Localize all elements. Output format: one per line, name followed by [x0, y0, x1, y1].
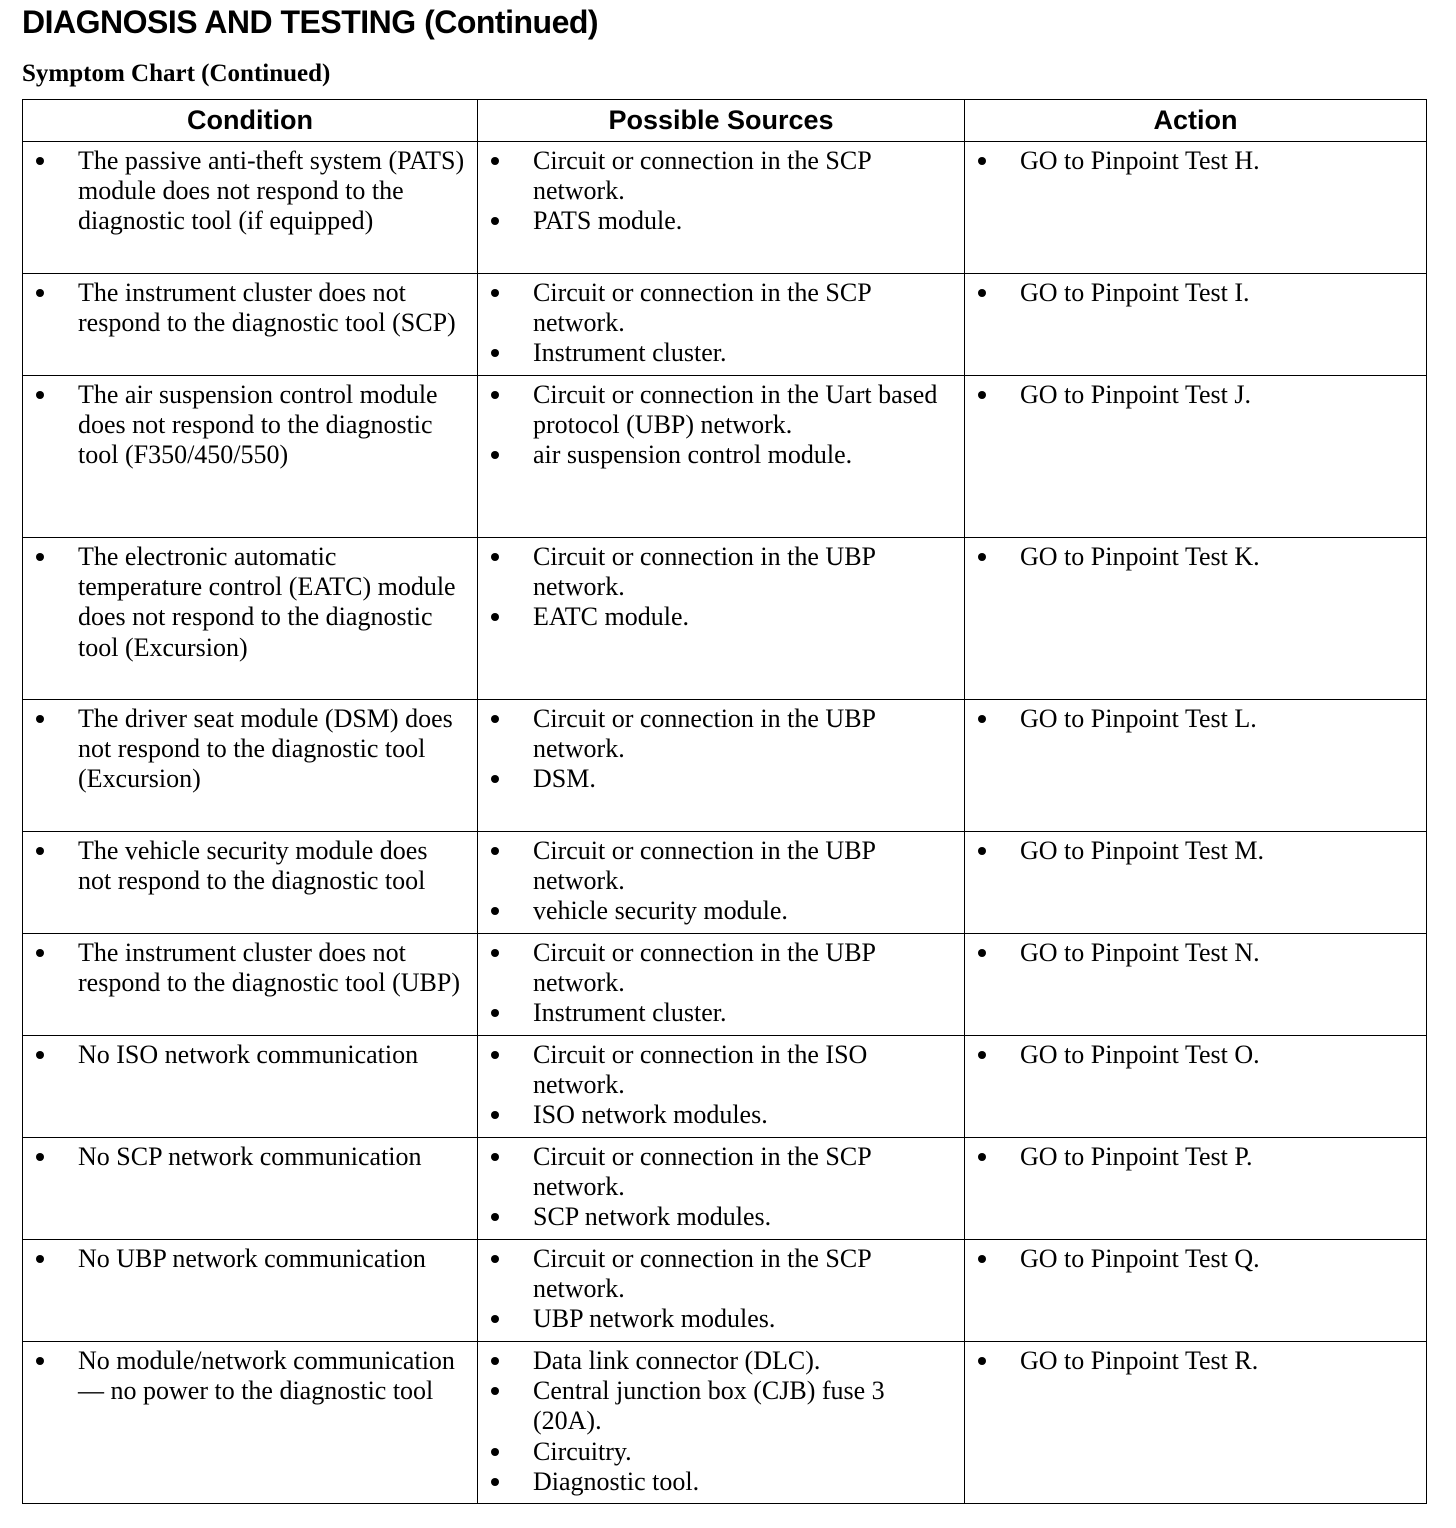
action-item [975, 542, 1416, 572]
source-text: air suspension control module. [533, 440, 853, 470]
bullet-icon [36, 289, 44, 297]
source-item [488, 836, 954, 896]
source-text: Central junction box (CJB) fuse 3 (20A). [533, 1376, 885, 1436]
bullet-icon [978, 553, 986, 561]
table-row [23, 376, 1427, 538]
source-item [488, 1244, 954, 1304]
table-row [23, 142, 1427, 274]
source-text: Data link connector (DLC). [533, 1346, 821, 1375]
action-cell [965, 1342, 1427, 1504]
table-row [23, 700, 1427, 832]
condition-cell [23, 832, 478, 934]
bullet-icon [491, 553, 499, 561]
condition-text: No UBP network communication [78, 1244, 426, 1273]
source-text: Circuit or connection in the SCP network. [533, 1142, 871, 1202]
condition-cell [23, 1342, 478, 1504]
action-cell [965, 1240, 1427, 1342]
action-text: GO to Pinpoint Test I. [1020, 278, 1250, 307]
condition-cell [23, 1240, 478, 1342]
action-item [975, 380, 1416, 410]
source-text: Circuit or connection in the SCP network. [533, 146, 871, 206]
bullet-icon [491, 1315, 499, 1323]
bullet-icon [36, 157, 44, 165]
action-text: GO to Pinpoint Test R. [1020, 1346, 1259, 1375]
table-header-row [23, 100, 1427, 142]
action-text: GO to Pinpoint Test L. [1020, 704, 1257, 733]
condition-text: The driver seat module (DSM) does not respond to the diagnostic tool (Excursion) [78, 704, 453, 794]
condition-item [33, 1142, 467, 1172]
condition-cell [23, 1138, 478, 1240]
bullet-icon [978, 847, 986, 855]
action-item [975, 704, 1416, 734]
source-text: Circuit or connection in the SCP network. [533, 1244, 871, 1304]
symptom-chart-table [22, 99, 1427, 1504]
sources-cell [478, 832, 965, 934]
section-title: DIAGNOSIS AND TESTING (Continued) [22, 4, 599, 40]
action-text: GO to Pinpoint Test Q. [1020, 1244, 1260, 1273]
action-cell [965, 538, 1427, 700]
source-text: vehicle security module. [533, 896, 788, 926]
sources-cell [478, 1240, 965, 1342]
bullet-icon [491, 775, 499, 783]
action-cell [965, 274, 1427, 376]
source-item [488, 764, 954, 794]
source-item [488, 380, 954, 440]
sources-cell [478, 1342, 965, 1504]
action-text: GO to Pinpoint Test N. [1020, 938, 1260, 967]
action-item [975, 938, 1416, 968]
action-text: GO to Pinpoint Test O. [1020, 1040, 1260, 1069]
source-item [488, 338, 954, 368]
source-item [488, 998, 954, 1028]
source-item [488, 206, 954, 236]
action-text: GO to Pinpoint Test H. [1020, 146, 1260, 175]
bullet-icon [491, 715, 499, 723]
condition-item [33, 1244, 467, 1274]
source-text: Circuit or connection in the SCP network. [533, 278, 871, 338]
bullet-icon [491, 1357, 499, 1365]
condition-item [33, 704, 467, 795]
action-cell [965, 1036, 1427, 1138]
condition-text: The electronic automatic temperature control (EATC) module does not respond to the diagnostic tool (Excursion) [78, 542, 456, 662]
bullet-icon [491, 1387, 499, 1395]
table-row [23, 1036, 1427, 1138]
condition-text: The passive anti-theft system (PATS) module does not respond to the diagnostic tool (if equipped) [78, 146, 465, 236]
action-cell [965, 1138, 1427, 1240]
bullet-icon [491, 1213, 499, 1221]
bullet-icon [36, 1255, 44, 1263]
table-row [23, 1342, 1427, 1504]
action-text: GO to Pinpoint Test K. [1020, 542, 1260, 571]
condition-item [33, 1346, 467, 1406]
source-text: Circuit or connection in the Uart based protocol (UBP) network. [533, 380, 938, 440]
table-row [23, 832, 1427, 934]
source-text: Diagnostic tool. [533, 1466, 700, 1496]
condition-item [33, 380, 467, 471]
sources-cell [478, 700, 965, 832]
action-text: GO to Pinpoint Test M. [1020, 836, 1265, 865]
source-text: UBP network modules. [533, 1304, 776, 1334]
source-item [488, 440, 954, 470]
condition-item [33, 542, 467, 663]
bullet-icon [978, 1051, 986, 1059]
bullet-icon [36, 553, 44, 561]
sources-cell [478, 934, 965, 1036]
source-text: Circuit or connection in the UBP network. [533, 704, 876, 764]
source-item [488, 1376, 954, 1436]
bullet-icon [491, 451, 499, 459]
action-text: GO to Pinpoint Test P. [1020, 1142, 1253, 1171]
source-text: Instrument cluster. [533, 338, 727, 368]
source-item [488, 1304, 954, 1334]
bullet-icon [491, 1478, 499, 1486]
bullet-icon [978, 715, 986, 723]
source-item [488, 1142, 954, 1202]
source-text: Circuit or connection in the UBP network. [533, 836, 876, 896]
action-item [975, 836, 1416, 866]
condition-cell [23, 934, 478, 1036]
condition-text: The instrument cluster does not respond to the diagnostic tool (UBP) [78, 938, 461, 998]
source-item [488, 704, 954, 764]
condition-item [33, 278, 467, 338]
bullet-icon [978, 1255, 986, 1263]
condition-text: No SCP network communication [78, 1142, 422, 1171]
source-text: Instrument cluster. [533, 998, 727, 1028]
action-item [975, 1244, 1416, 1274]
condition-item [33, 938, 467, 998]
source-item [488, 146, 954, 206]
action-cell [965, 376, 1427, 538]
sources-cell [478, 142, 965, 274]
source-item [488, 278, 954, 338]
source-text: Circuit or connection in the UBP network. [533, 542, 876, 602]
table-row [23, 538, 1427, 700]
bullet-icon [491, 157, 499, 165]
sources-cell [478, 274, 965, 376]
bullet-icon [491, 847, 499, 855]
condition-cell [23, 1036, 478, 1138]
bullet-icon [491, 1255, 499, 1263]
source-item [488, 602, 954, 632]
source-item [488, 1040, 954, 1100]
condition-text: No module/network communication — no power to the diagnostic tool [78, 1346, 455, 1406]
bullet-icon [491, 349, 499, 357]
action-cell [965, 142, 1427, 274]
bullet-icon [491, 949, 499, 957]
bullet-icon [978, 391, 986, 399]
action-item [975, 146, 1416, 176]
condition-cell [23, 538, 478, 700]
bullet-icon [36, 1051, 44, 1059]
condition-text: The instrument cluster does not respond to the diagnostic tool (SCP) [78, 278, 456, 338]
bullet-icon [491, 907, 499, 915]
source-item [488, 1467, 954, 1497]
condition-cell [23, 700, 478, 832]
action-item [975, 1040, 1416, 1070]
table-row [23, 1138, 1427, 1240]
bullet-icon [491, 217, 499, 225]
bullet-icon [36, 949, 44, 957]
source-text: Circuit or connection in the ISO network. [533, 1040, 868, 1100]
source-item [488, 896, 954, 926]
bullet-icon [491, 1111, 499, 1119]
bullet-icon [36, 1357, 44, 1365]
bullet-icon [491, 1448, 499, 1456]
condition-text: No ISO network communication [78, 1040, 419, 1069]
source-text: EATC module. [533, 602, 689, 632]
source-text: DSM. [533, 764, 596, 794]
bullet-icon [978, 949, 986, 957]
condition-cell [23, 274, 478, 376]
action-item [975, 278, 1416, 308]
action-text: GO to Pinpoint Test J. [1020, 380, 1252, 409]
bullet-icon [978, 1153, 986, 1161]
action-item [975, 1346, 1416, 1376]
condition-item [33, 1040, 467, 1070]
source-item [488, 1346, 954, 1376]
chart-title: Symptom Chart (Continued) [22, 60, 331, 87]
bullet-icon [491, 289, 499, 297]
source-item [488, 938, 954, 998]
condition-item [33, 146, 467, 237]
action-cell [965, 700, 1427, 832]
condition-cell [23, 142, 478, 274]
action-item [975, 1142, 1416, 1172]
condition-text: The air suspension control module does not respond to the diagnostic tool (F350/450/550) [78, 380, 438, 470]
action-cell [965, 832, 1427, 934]
sources-cell [478, 1138, 965, 1240]
column-header-action: Action [965, 100, 1427, 142]
bullet-icon [491, 1009, 499, 1017]
table-row [23, 1240, 1427, 1342]
column-header-possible-sources: Possible Sources [478, 100, 965, 142]
column-header-condition: Condition [23, 100, 478, 142]
bullet-icon [491, 391, 499, 399]
bullet-icon [36, 715, 44, 723]
bullet-icon [978, 1357, 986, 1365]
source-text: Circuit or connection in the UBP network. [533, 938, 876, 998]
bullet-icon [36, 1153, 44, 1161]
bullet-icon [36, 391, 44, 399]
condition-cell [23, 376, 478, 538]
sources-cell [478, 1036, 965, 1138]
bullet-icon [36, 847, 44, 855]
source-item [488, 542, 954, 602]
condition-text: The vehicle security module does not respond to the diagnostic tool [78, 836, 428, 896]
condition-item [33, 836, 467, 896]
source-item [488, 1437, 954, 1467]
bullet-icon [978, 289, 986, 297]
bullet-icon [491, 1153, 499, 1161]
source-text: SCP network modules. [533, 1202, 772, 1232]
sources-cell [478, 538, 965, 700]
table-row [23, 274, 1427, 376]
bullet-icon [491, 613, 499, 621]
sources-cell [478, 376, 965, 538]
source-item [488, 1202, 954, 1232]
table-row [23, 934, 1427, 1036]
source-item [488, 1100, 954, 1130]
bullet-icon [978, 157, 986, 165]
source-text: PATS module. [533, 206, 683, 236]
source-text: ISO network modules. [533, 1100, 768, 1130]
bullet-icon [491, 1051, 499, 1059]
source-text: Circuitry. [533, 1436, 632, 1466]
action-cell [965, 934, 1427, 1036]
